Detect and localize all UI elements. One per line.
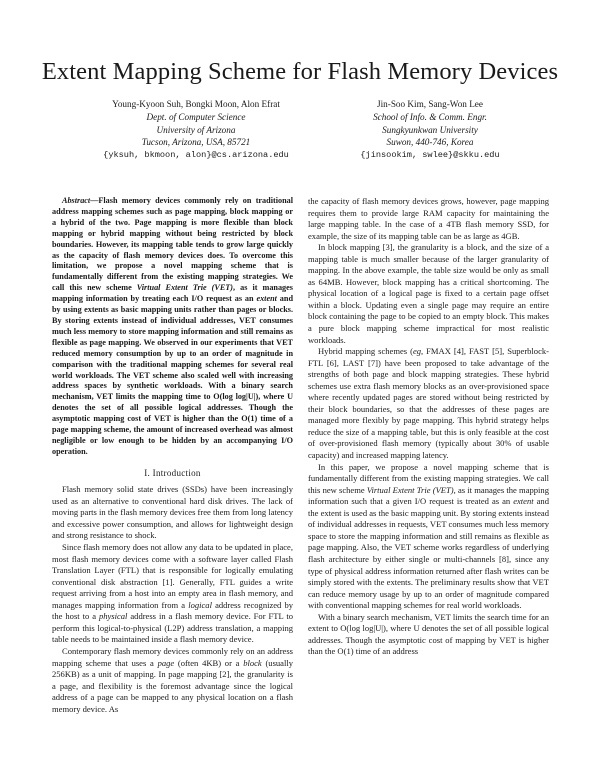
body-paragraph: In block mapping [3], the granularity is a block, and the size of a mapping table is much smaller because of the larger granularity of mapping. In the above example, the table size would be only as small as 64MB. However, block mapping has a critical shortcoming. The physical location of a logical page is fixed to a certain page offset within a block. Updating even a single page may require an entire block containing the page to be copied to an empty block. This makes a pure block mapping scheme impractical for most realistic workloads. (308, 242, 549, 345)
body-em: block (243, 657, 262, 668)
body-em: physical (98, 611, 128, 622)
paper-title: Extent Mapping Scheme for Flash Memory Devices (41, 58, 559, 85)
body-em: Virtual Extent Trie (VET) (366, 484, 454, 495)
abstract-text: —Flash memory devices commonly rely on traditional address mapping schemes such as page mapping, block mapping or a hybrid of the two. Page mapping is more flexible than block mapping or hybrid mapping without being restricted by block boundaries. However, its mapping table tends to grow large quickly as the capacity of flash memory devices does. To overcome this limitation, we propose a novel mapping scheme that is fundamentally different from the existing mapping strategies. We call this new scheme (52, 196, 293, 293)
author-names: Young-Kyoon Suh, Bongki Moon, Alon Efrat (112, 99, 280, 109)
body-em: extent (513, 496, 534, 507)
author-dept: Dept. of Computer Science (146, 111, 246, 122)
author-univ: University of Arizona (156, 124, 236, 135)
body-text: (usually 256KB) as a unit of mapping. In page mapping [2], the granularity is a page, and flexibility is the foremost advantage since the logical address of a page can be mapped to any physical location on a flash memory device. As (52, 657, 293, 714)
body-paragraph (308, 346, 549, 461)
author-univ: Sungkyunkwan University (382, 124, 478, 135)
left-column (52, 196, 293, 715)
body-paragraph (52, 646, 293, 715)
abstract-text: , as it manages mapping information by treating each I/O request as an (52, 283, 293, 304)
body-text: , FMAX [4], FAST [5], Superblock-FTL [6], LAST [7]) have been proposed to take advantage of the strengths of both page and block mapping strategies. These hybrid schemes use extra flash memory blocks as an over-provisioned space where recently updated pages are stored without being restricted by their block boundaries, so that the addresses of these pages are managed more flexibly by page mapping. This hybrid strategy helps reduce the size of a mapping table, but this is only feasible at the cost of over-provisioned flash memory (typically about 30% of usable capacity) and increased mapping latency. (308, 346, 549, 461)
body-text: address recognized by the host to a (52, 599, 293, 622)
author-block-right (330, 98, 530, 162)
body-paragraph: Flash memory solid state drives (SSDs) have been increasingly used as an alternative to conventional hard disk drives. The lack of moving parts in the flash memory devices free them from long latency and excessive power consumption, and allows for lightweight design and strong resistance to shock. (52, 484, 293, 541)
abstract-extent-term: extent (256, 294, 277, 304)
abstract-text: and by using extents as basic mapping units rather than pages or blocks. By storing extents instead of individual addresses, VET consumes much less memory to store mapping information and still remains as flexible as page mapping. We observed in our experiments that VET reduced memory consumption by up to an order of magnitude in comparison with the traditional mapping schemes for several real world workloads. The VET scheme also scaled well with increasing address spaces by synthetic workloads. With a binary search mechanism, VET limits the mapping time to O(log log|U|), where U denotes the set of all possible logical addresses. Though the asymptotic mapping cost of VET is higher than the O(1) time of a page mapping scheme, the amount of increased overhead was almost negligible or low enough to be hidden by an accompanying I/O operation. (52, 294, 293, 456)
body-text: address in a flash memory device. For FTL to perform this logical-to-physical (L2P) address translation, a mapping table needs to be maintained inside a flash memory device. (52, 611, 293, 645)
abstract (52, 196, 293, 458)
author-email: {yksuh, bkmoon, alon}@cs.arizona.edu (103, 150, 289, 161)
body-text: Contemporary flash memory devices commonly rely on an address mapping scheme that uses a (52, 645, 293, 668)
body-text: Since flash memory does not allow any data to be updated in place, most flash memory devices come with a software layer called Flash Translation Layer (FTL) that is responsible for logically emulating conventional disk abstraction [1]. Generally, FTL guides a write request arriving from a host into an empty area in flash memory, and manages mapping information from a (52, 542, 293, 610)
body-text: (often 4KB) or a (174, 657, 244, 668)
body-text: , as it manages the mapping information such that a given I/O request is treated as an (308, 484, 549, 507)
author-names: Jin-Soo Kim, Sang-Won Lee (377, 99, 483, 109)
body-paragraph: With a binary search mechanism, VET limits the search time for an extent to O(log log|U|), where U denotes the set of all possible logical addresses. Though the asymptotic cost of mapping by VET is higher than the O(1) time of an address (308, 611, 549, 657)
author-block-left (86, 98, 306, 162)
abstract-lead: Abstract (62, 196, 91, 205)
body-em: logical (188, 599, 212, 610)
body-em: page (157, 657, 175, 668)
right-column (308, 196, 549, 658)
body-paragraph: the capacity of flash memory devices grows, however, page mapping requires them to provide large RAM capacity for maintaining the large mapping table. In the case of a 4TB flash memory SSD, for example, the size of its mapping table can be as large as 4GB. (308, 196, 549, 241)
author-location: Tucson, Arizona, USA, 85721 (141, 137, 251, 148)
author-email: {jinsookim, swlee}@skku.edu (360, 150, 500, 161)
section-heading: I. Introduction (144, 467, 201, 478)
author-dept: School of Info. & Comm. Engr. (373, 111, 487, 122)
author-location: Suwon, 440-746, Korea (386, 137, 474, 148)
body-em: eg (412, 346, 422, 357)
body-paragraph (308, 462, 549, 612)
body-text: and the extent is used as the basic mapping unit. By storing extents instead of individual addresses in requests, VET consumes much less memory space to store the mapping information and still remains as flexible as page mapping. Also, the VET scheme works regardless of underlying flash architecture by either single or multi-channels [8], since any type of physical address information returned after flash writes can be simply stored with the extents. The preliminary results show that VET can reduce memory usage by up to an order of magnitude compared with conventional mapping schemes for real world workloads. (308, 496, 549, 611)
body-paragraph (52, 542, 293, 646)
body-text: In this paper, we propose a novel mapping scheme that is fundamentally different from the existing mapping strategies. We call this new scheme (308, 461, 549, 495)
body-text: Hybrid mapping schemes ( (318, 346, 413, 357)
abstract-vet-term: Virtual Extent Trie (VET) (136, 283, 234, 293)
